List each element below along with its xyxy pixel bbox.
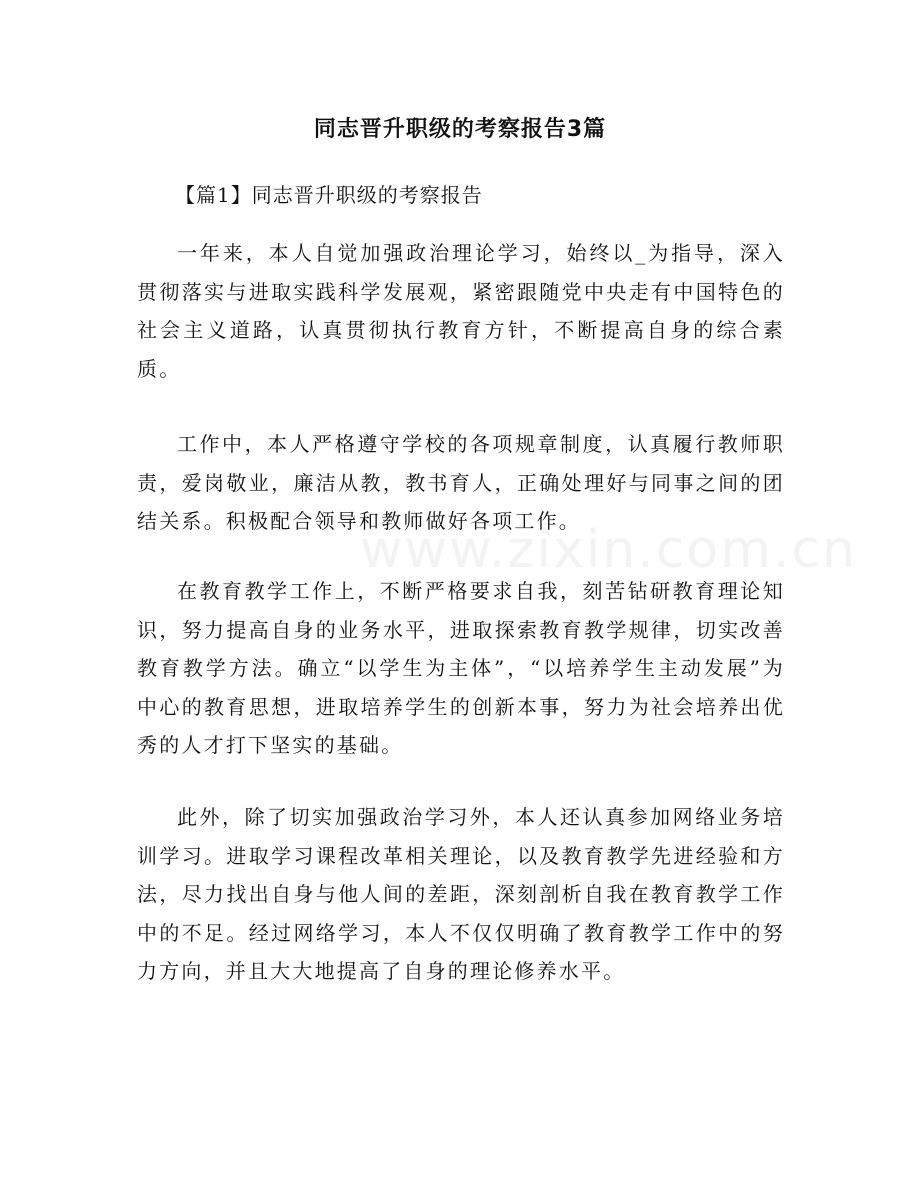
paragraph-4: 此外，除了切实加强政治学习外，本人还认真参加网络业务培训学习。进取学习课程改革相关理论，以及教育教学先进经验和方法，尽力找出自身与他人间的差距，深刻剖析自我在教育教学工作中的不足。经过网络学习，本人不仅仅明确了教育教学工作中的努力方向，并且大大地提高了自身的理论修养水平。 (137, 805, 785, 983)
watermark: www.zixin.com.cn (360, 520, 857, 580)
paragraph-1: 一年来，本人自觉加强政治理论学习，始终以_为指导，深入贯彻落实与进取实践科学发展观，紧密跟随党中央走有中国特色的社会主义道路，认真贯彻执行教育方针，不断提高自身的综合素质。 (137, 241, 785, 381)
paragraph-2: 工作中，本人严格遵守学校的各项规章制度，认真履行教师职责，爱岗敬业，廉洁从教，教书育人，正确处理好与同事之间的团结关系。积极配合领导和教师做好各项工作。 (137, 432, 785, 533)
paragraph-3: 在教育教学工作上，不断严格要求自我，刻苦钻研教育理论知识，努力提高自身的业务水平，进取探索教育教学规律，切实改善教育教学方法。确立“以学生为主体”，“以培养学生主动发展”为中心的教育思想，进取培养学生的创新本事，努力为社会培养出优秀的人才打下坚实的基础。 (137, 579, 785, 757)
document-title: 同志晋升职级的考察报告3篇 (313, 117, 607, 142)
section-heading: 【篇1】同志晋升职级的考察报告 (175, 183, 483, 207)
